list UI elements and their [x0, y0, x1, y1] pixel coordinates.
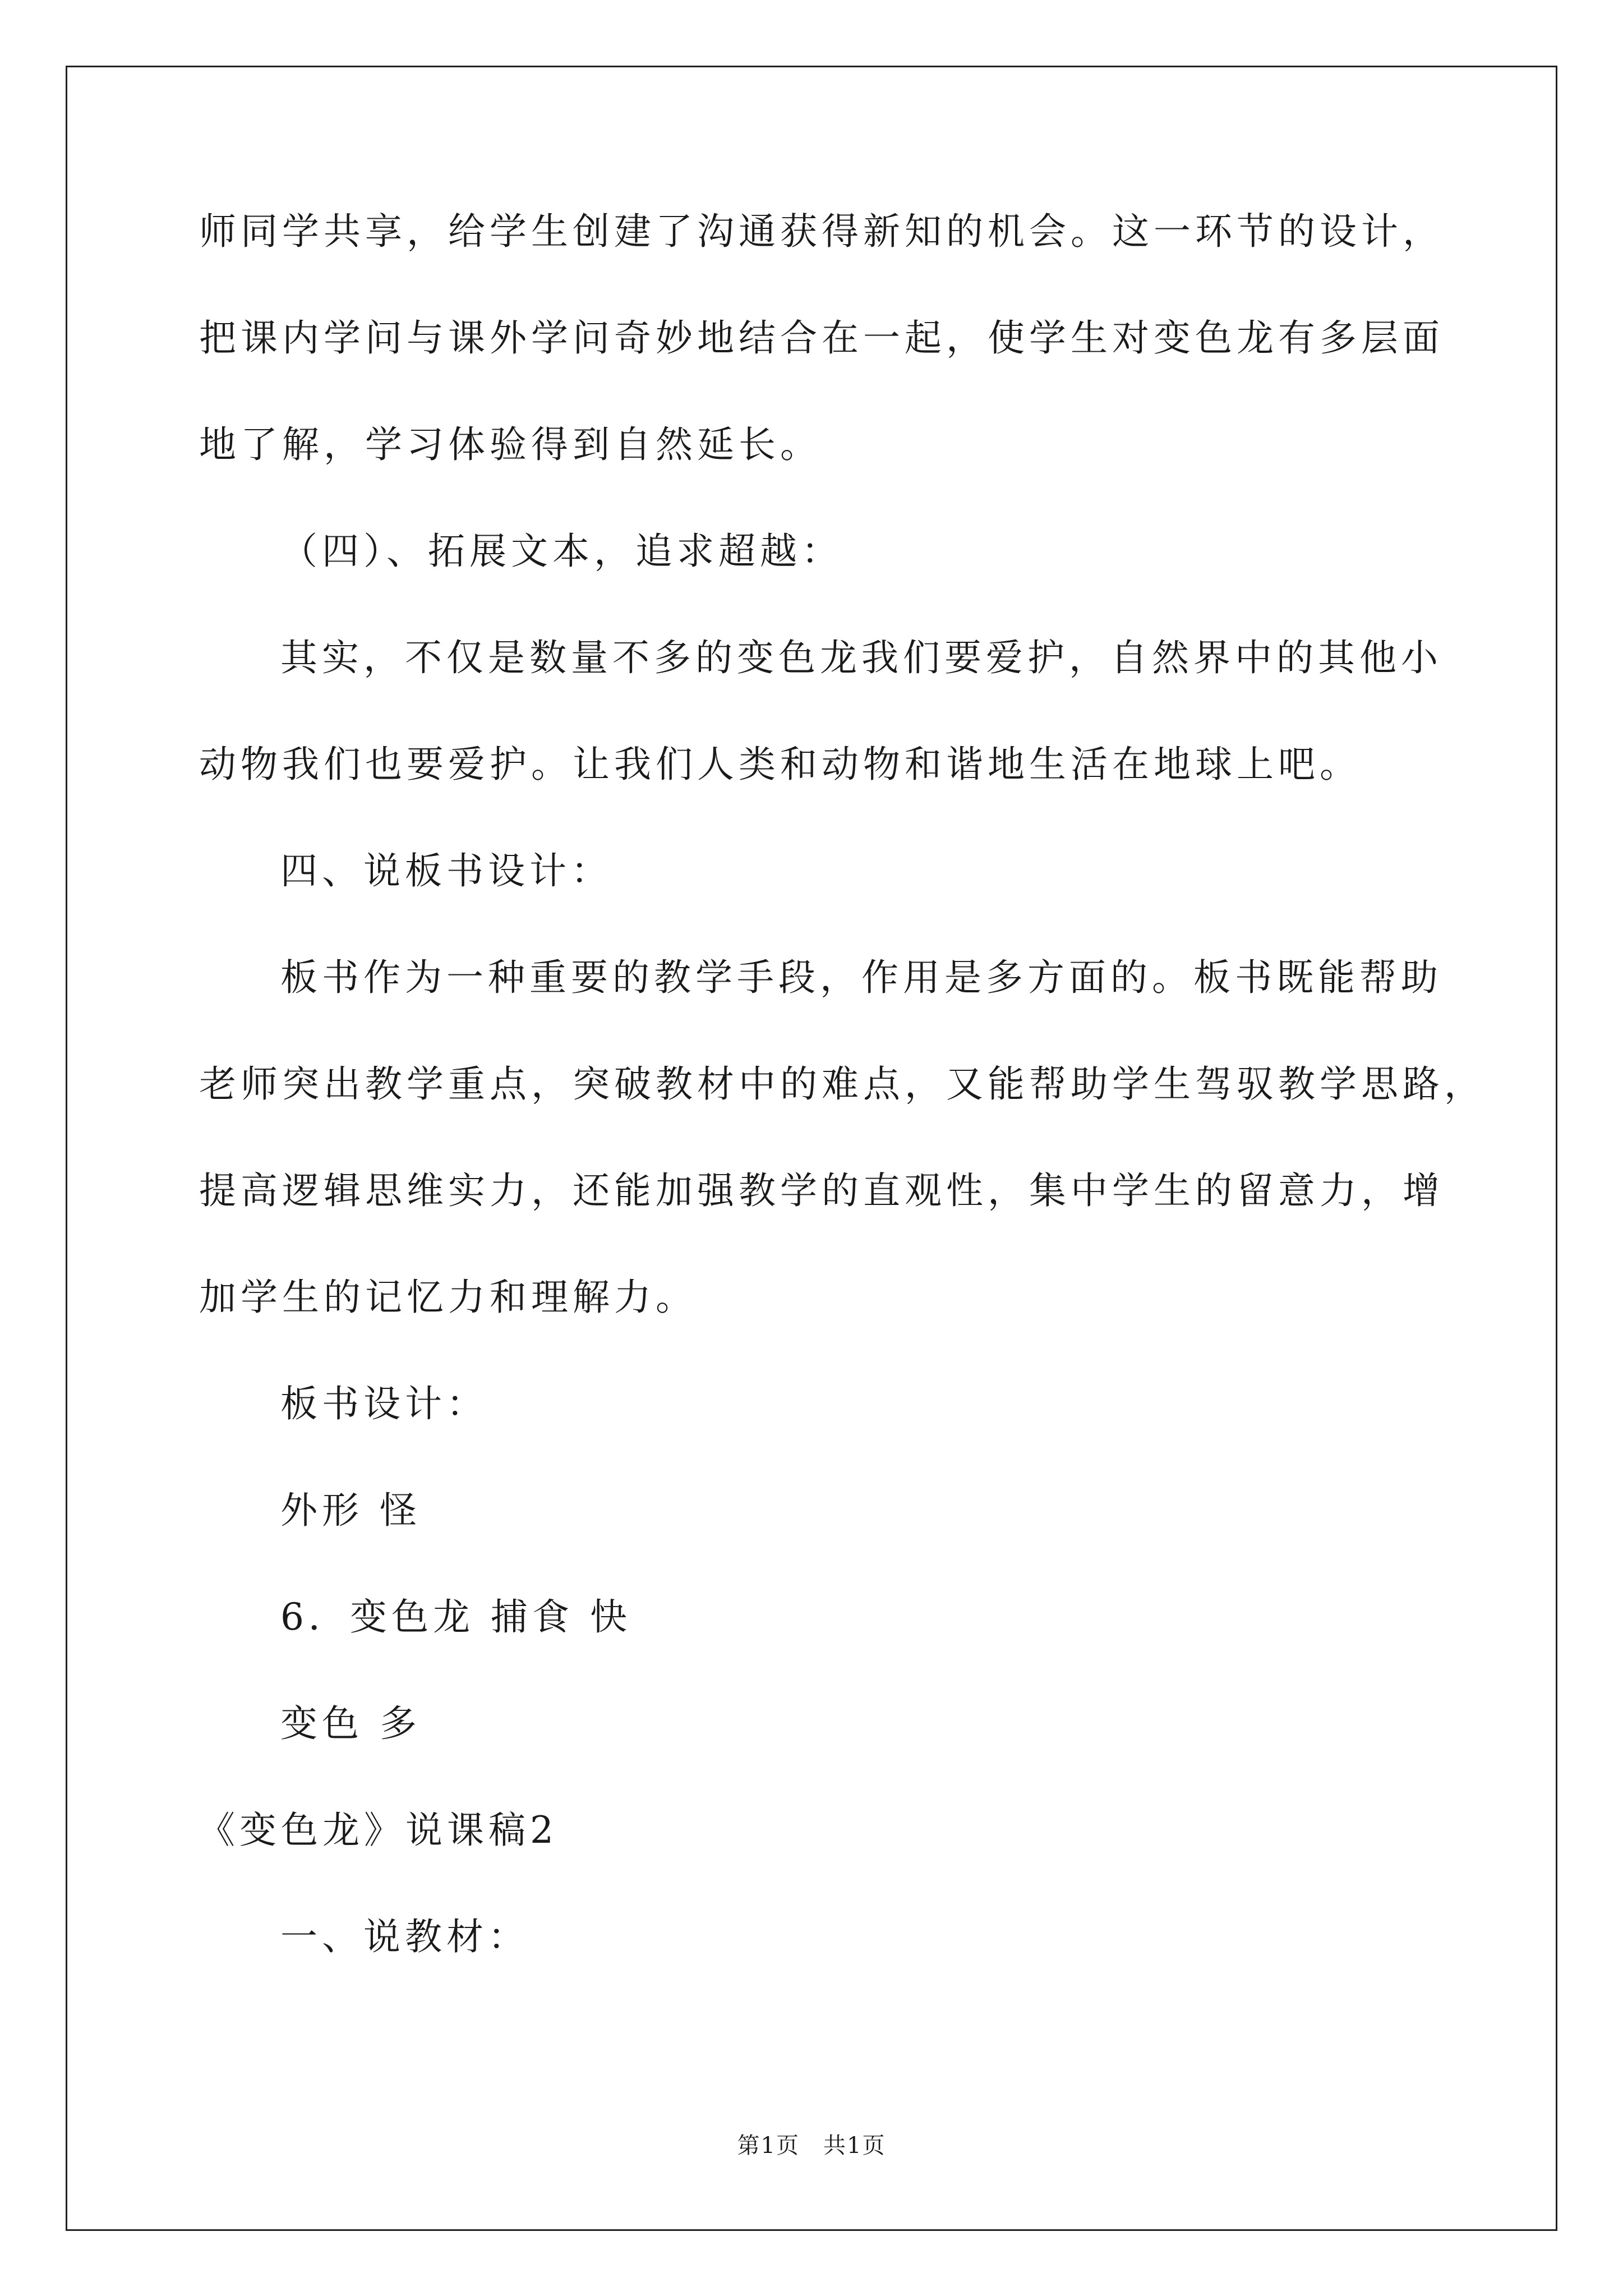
- paragraph-line: 其实，不仅是数量不多的变色龙我们要爱护，自然界中的其他小: [280, 636, 1442, 679]
- section-heading: 四、说板书设计：: [280, 849, 612, 892]
- board-line: 变色 多: [280, 1702, 421, 1745]
- section-heading: （四）、拓展文本，追求超越：: [280, 530, 843, 573]
- paragraph-line: 老师突出教学重点，突破教材中的难点，又能帮助学生驾驭教学思路，: [199, 1062, 1486, 1106]
- board-line: 外形 怪: [280, 1489, 421, 1532]
- paragraph-line: 把课内学问与课外学问奇妙地结合在一起，使学生对变色龙有多层面: [199, 316, 1444, 360]
- page-footer: 第1页 共1页: [737, 2133, 886, 2159]
- paragraph-line: 师同学共享，给学生创建了沟通获得新知的机会。这一环节的设计，: [199, 210, 1444, 253]
- paragraph-line: 加学生的记忆力和理解力。: [199, 1276, 697, 1319]
- paragraph-line: 板书作为一种重要的教学手段，作用是多方面的。板书既能帮助: [280, 956, 1442, 999]
- paragraph-line: 动物我们也要爱护。让我们人类和动物和谐地生活在地球上吧。: [199, 743, 1361, 786]
- board-line: 6．变色龙 捕食 快: [280, 1595, 631, 1639]
- document-subtitle: 《变色龙》说课稿2: [198, 1809, 558, 1852]
- paragraph-line: 提高逻辑思维实力，还能加强教学的直观性，集中学生的留意力，增: [199, 1169, 1444, 1212]
- paragraph-line: 地了解，学习体验得到自然延长。: [199, 423, 822, 466]
- section-heading: 一、说教材：: [280, 1915, 529, 1958]
- page-border: [66, 66, 1557, 2231]
- board-design-label: 板书设计：: [280, 1382, 488, 1425]
